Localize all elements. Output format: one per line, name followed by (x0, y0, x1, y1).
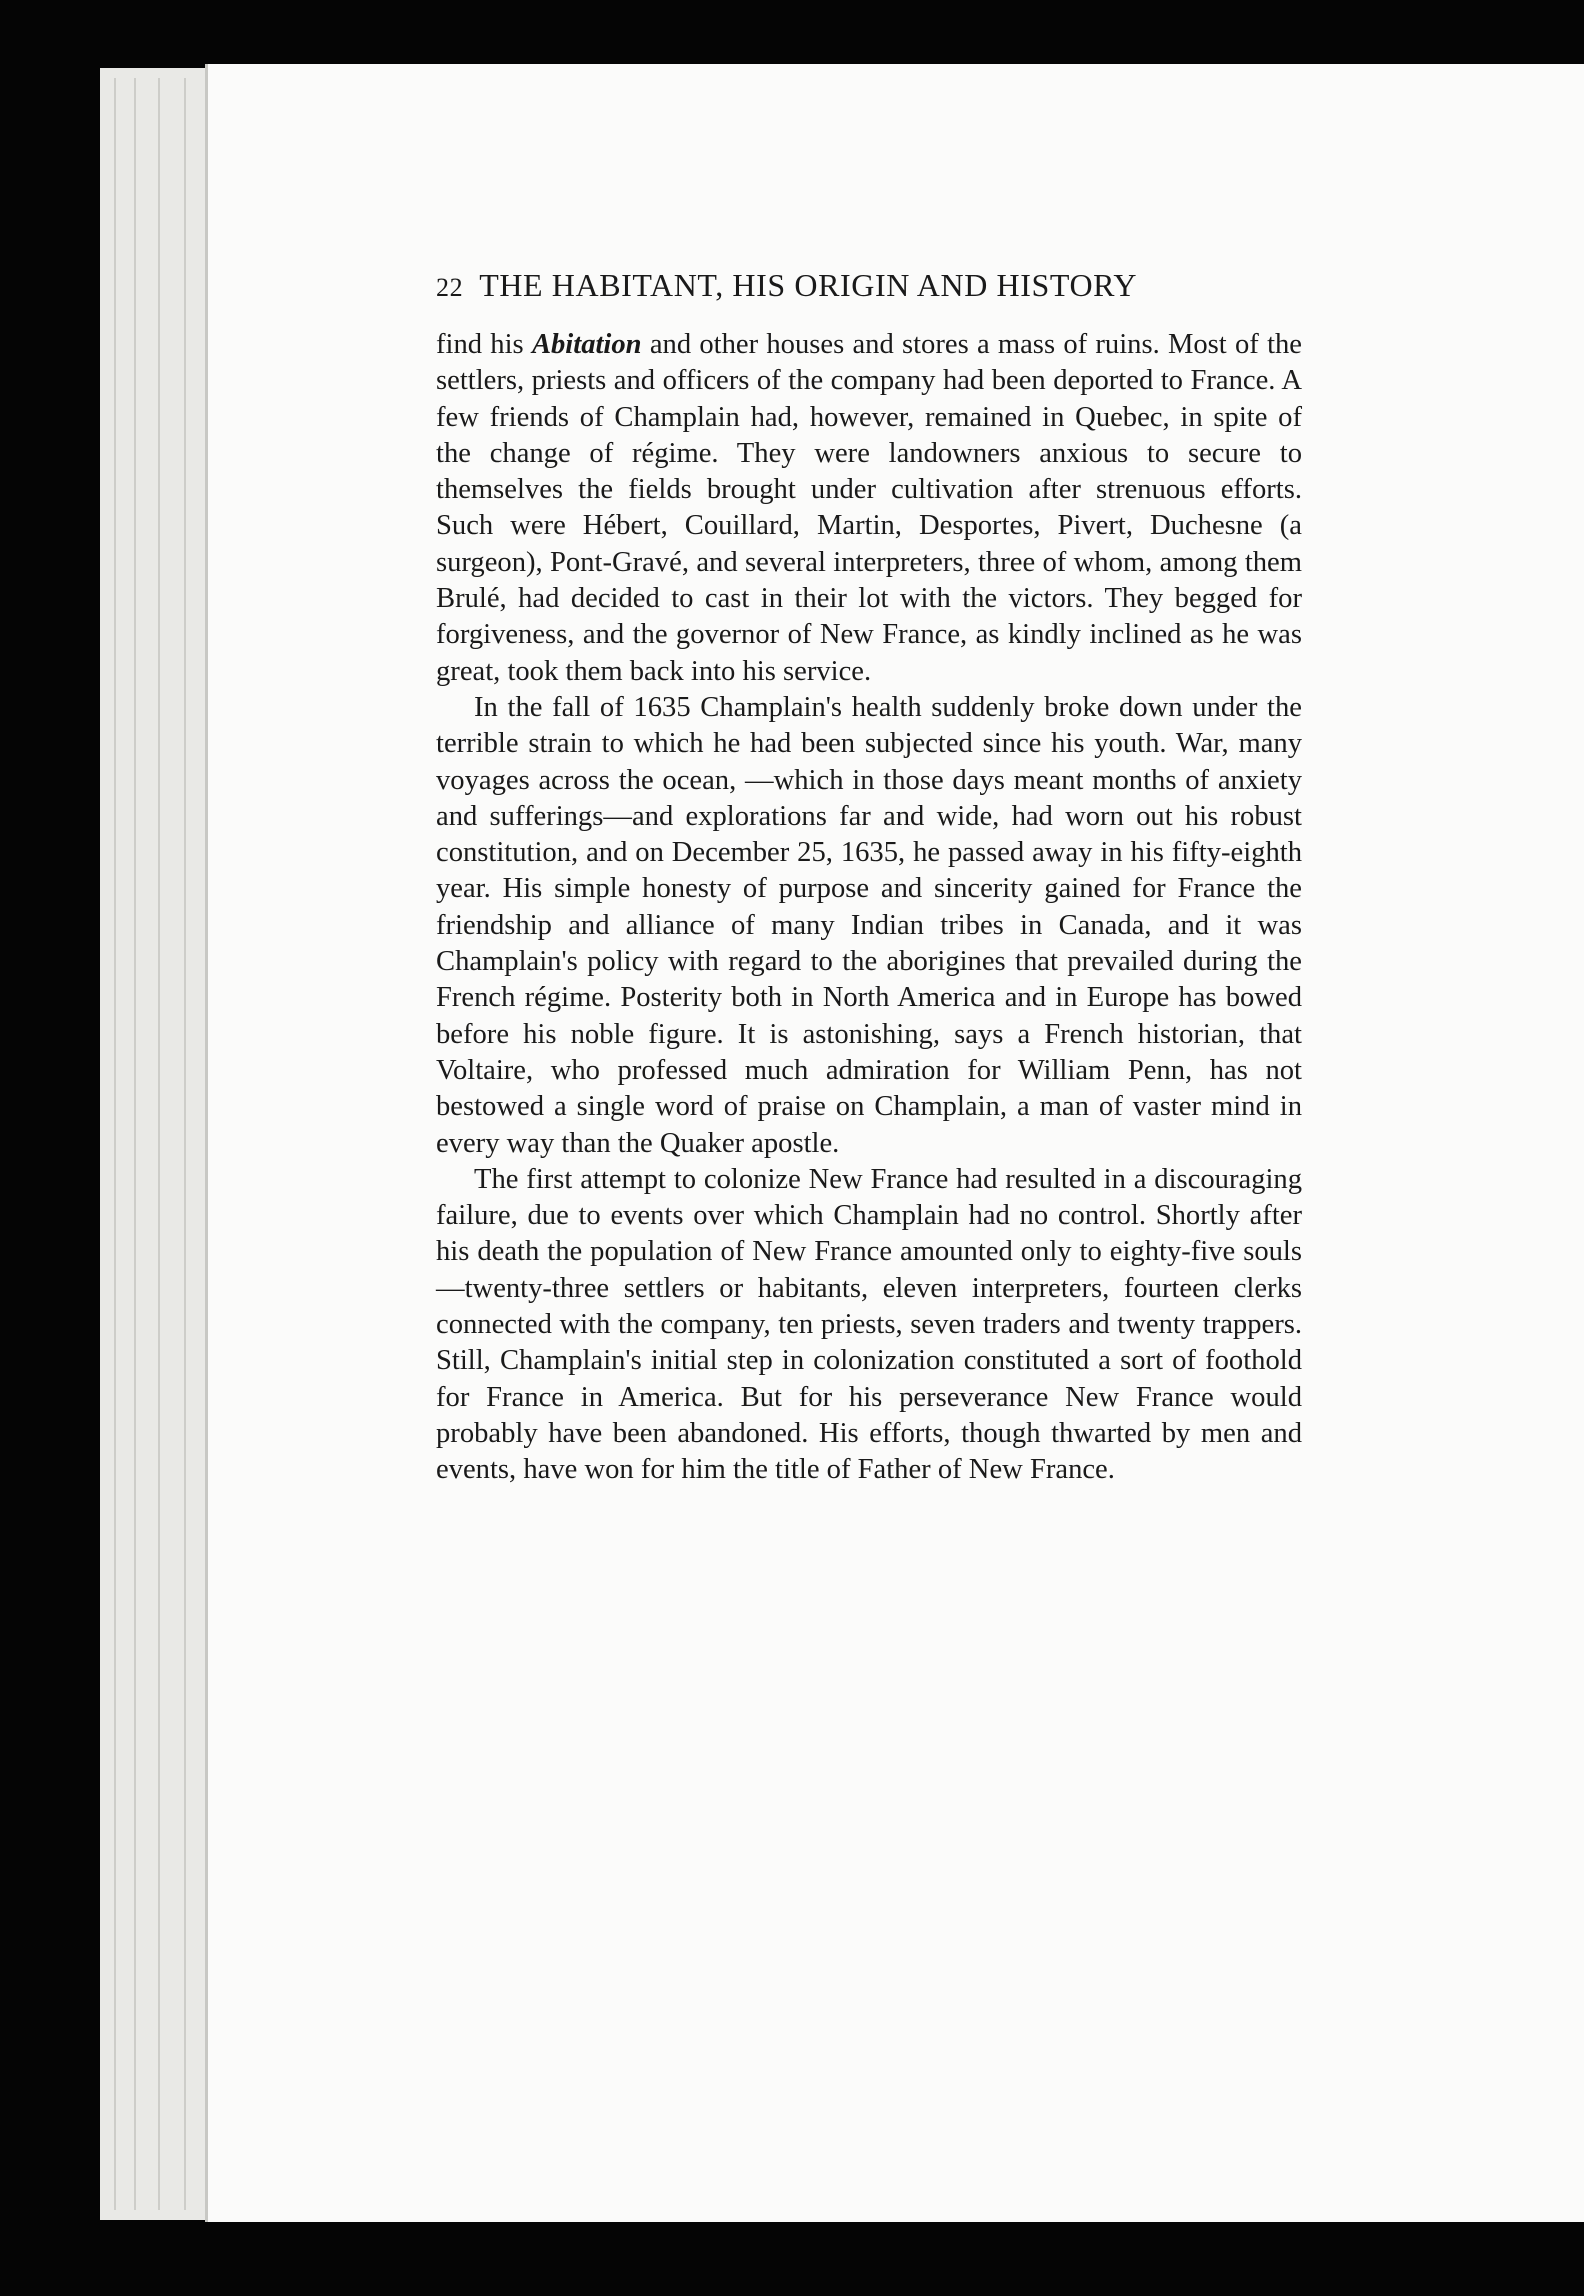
running-head-title: THE HABITANT, HIS ORIGIN AND HISTORY (479, 267, 1138, 303)
stacked-page-edges (100, 68, 212, 2220)
text-block (436, 262, 1302, 1489)
paragraph-3: The first attempt to colonize New France had resulted in a discouraging failure, due to events over which Champlain had no control. Shortly after his death the population of New France amounted only to eighty-five souls—twenty-three settlers or habitants, eleven interpreters, fourteen clerks connected with the company, ten priests, seven traders and twenty trappers. Still, Champlain's initial step in colonization constituted a sort of foothold for France in America. But for his perseverance New France would probably have been abandoned. His efforts, though thwarted by men and events, have won for him the title of Father of New France. (436, 1163, 1302, 1486)
page-edge-line (114, 78, 116, 2210)
running-head (436, 262, 1302, 311)
page-edge-line (184, 78, 186, 2210)
page-number: 22 (436, 273, 464, 302)
page-edge-line (158, 78, 160, 2210)
body-text (436, 327, 1302, 1489)
page-edge-line (134, 78, 136, 2210)
scan-bottom-border (0, 2222, 1584, 2296)
paragraph-1 (436, 327, 1302, 690)
paragraph-1-rest: and other houses and stores a mass of ruins. Most of the settlers, priests and officers of the company had been deported to France. A few friends of Champlain had, however, remained in Quebec, in spite of the change of régime. They were landowners anxious to secure to themselves the fields brought under cultivation after strenuous efforts. Such were Hébert, Couillard, Martin, Desportes, Pivert, Duchesne (a surgeon), Pont-Gravé, and several interpreters, three of whom, among them Brulé, had decided to cast in their lot with the victors. They begged for forgiveness, and the governor of New France, as kindly inclined as he was great, took them back into his service. (436, 329, 1302, 687)
paragraph-2: In the fall of 1635 Champlain's health suddenly broke down under the terrible strain to which he had been subjected since his youth. War, many voyages across the ocean, —which in those days meant months of anxiety and sufferings—and explorations far and wide, had worn out his robust constitution, and on December 25, 1635, he passed away in his fifty-eighth year. His simple honesty of purpose and sincerity gained for France the friendship and alliance of many Indian tribes in Canada, and it was Champlain's policy with regard to the aborigines that prevailed during the French régime. Posterity both in North America and in Europe has bowed before his noble figure. It is astonishing, says a French historian, that Voltaire, who professed much admiration for William Penn, has not bestowed a single word of praise on Champlain, a man of vaster mind in every way than the Quaker apostle. (436, 691, 1302, 1159)
paragraph-1-lead: find his (436, 329, 532, 360)
italic-term: Abitation (531, 329, 642, 360)
